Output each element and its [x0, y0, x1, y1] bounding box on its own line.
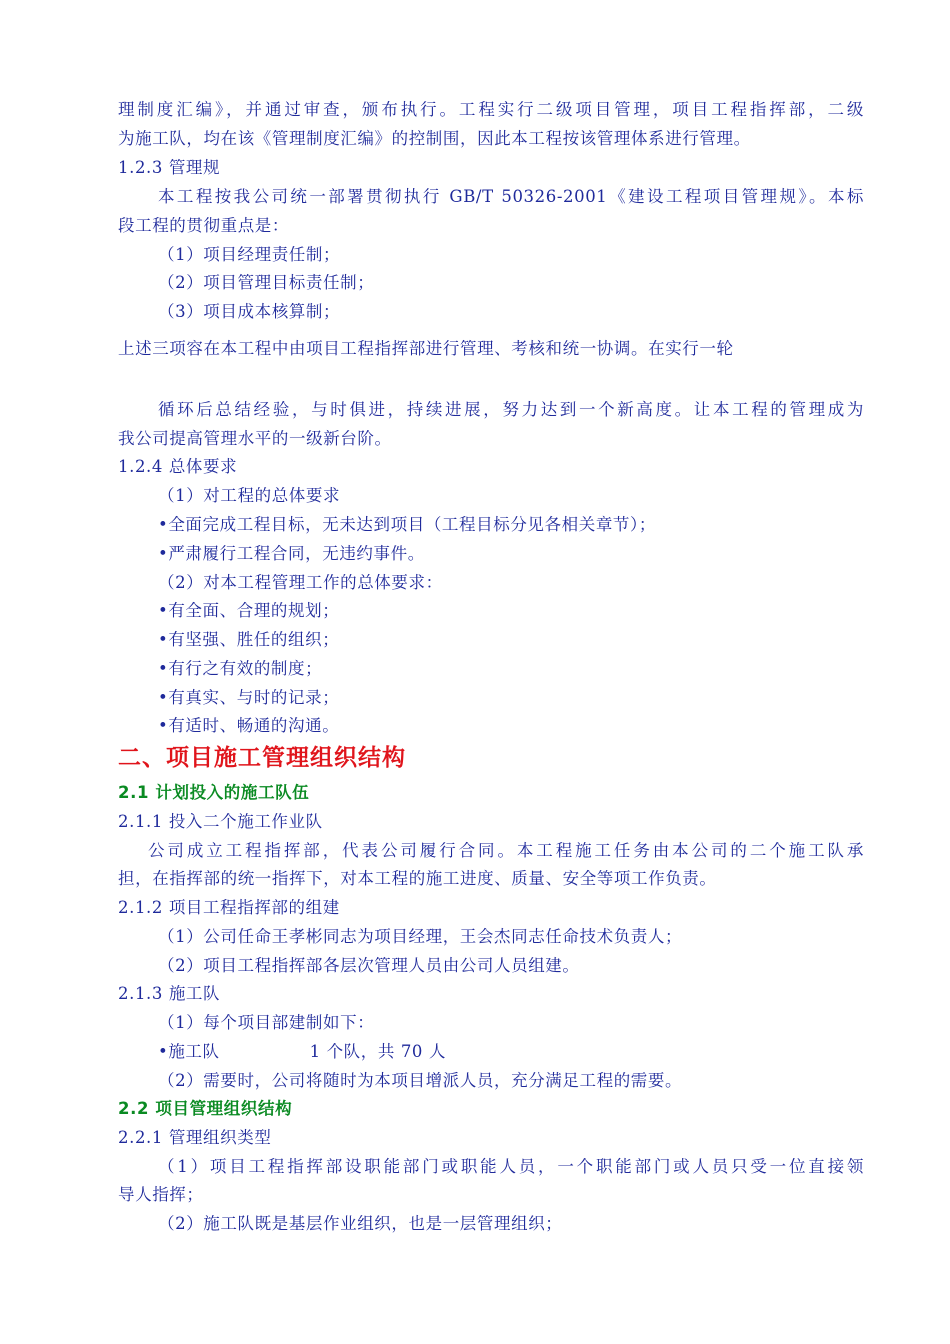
paragraph-line: 循环后总结经验，与时俱进，持续进展，努力达到一个新高度。让本工程的管理成为: [158, 400, 864, 419]
paragraph-line: 我公司提高管理水平的一级新台阶。: [118, 429, 392, 448]
team-label: •施工队: [158, 1042, 220, 1061]
subsection-heading-2-2-1: 2.2.1 管理组织类型: [118, 1128, 272, 1147]
list-item: （2）项目工程指挥部各层次管理人员由公司人员组建。: [158, 956, 580, 975]
list-item: （1）公司任命王孝彬同志为项目经理，王会杰同志任命技术负责人；: [158, 927, 683, 946]
bullet-item: •有真实、与时的记录；: [158, 688, 340, 707]
list-item: （2）对本工程管理工作的总体要求：: [158, 573, 443, 592]
list-item: （1）每个项目部建制如下：: [158, 1013, 375, 1032]
chapter-heading: 二、项目施工管理组织结构: [118, 745, 406, 771]
list-item: （1）项目经理责任制；: [158, 245, 341, 264]
list-item: （3）项目成本核算制；: [158, 302, 341, 321]
paragraph-line: 导人指挥；: [118, 1185, 204, 1204]
subsection-heading-2-1-3: 2.1.3 施工队: [118, 984, 221, 1003]
bullet-item: •有适时、畅通的沟通。: [158, 716, 340, 735]
paragraph-line: 担，在指挥部的统一指挥下，对本工程的施工进度、质量、安全等项工作负责。: [118, 869, 717, 888]
list-item: （2）项目管理目标责任制；: [158, 273, 375, 292]
paragraph-line: 理制度汇编》，并通过审查，颁布执行。工程实行二级项目管理，项目工程指挥部，二级: [118, 100, 864, 119]
bullet-item: •有行之有效的制度；: [158, 659, 323, 678]
list-item: （1）项目工程指挥部设职能部门或职能人员，一个职能部门或人员只受一位直接领: [158, 1157, 864, 1176]
subsection-heading-2-1-1: 2.1.1 投入二个施工作业队: [118, 812, 323, 831]
bullet-item: •全面完成工程目标，无未达到项目（工程目标分见各相关章节）；: [158, 515, 656, 534]
paragraph-line: 本工程按我公司统一部署贯彻执行 GB/T 50326-2001《建设工程项目管理规》。本标: [158, 187, 864, 206]
bullet-item: •严肃履行工程合同，无违约事件。: [158, 544, 425, 563]
list-item: （2）施工队既是基层作业组织，也是一层管理组织；: [158, 1214, 563, 1233]
bullet-item: [158, 1040, 446, 1064]
list-item: （2）需要时，公司将随时为本项目增派人员，充分满足工程的需要。: [158, 1071, 683, 1090]
paragraph-line: 公司成立工程指挥部，代表公司履行合同。本工程施工任务由本公司的二个施工队承: [148, 841, 864, 860]
section-heading-1-2-4: 1.2.4 总体要求: [118, 457, 238, 476]
bullet-item: •有全面、合理的规划；: [158, 601, 340, 620]
section-heading-1-2-3: 1.2.3 管理规: [118, 158, 221, 177]
section-heading-2-1: 2.1 计划投入的施工队伍: [118, 783, 310, 802]
subsection-heading-2-1-2: 2.1.2 项目工程指挥部的组建: [118, 898, 340, 917]
section-heading-2-2: 2.2 项目管理组织结构: [118, 1099, 293, 1118]
paragraph-line: 上述三项容在本工程中由项目工程指挥部进行管理、考核和统一协调。在实行一轮: [118, 339, 734, 358]
paragraph-line: 段工程的贯彻重点是：: [118, 216, 289, 235]
bullet-item: •有坚强、胜任的组织；: [158, 630, 340, 649]
paragraph-line: 为施工队，均在该《管理制度汇编》的控制围，因此本工程按该管理体系进行管理。: [118, 129, 751, 148]
team-count: 1 个队，共 70 人: [309, 1042, 446, 1061]
list-item: （1）对工程的总体要求: [158, 486, 341, 505]
